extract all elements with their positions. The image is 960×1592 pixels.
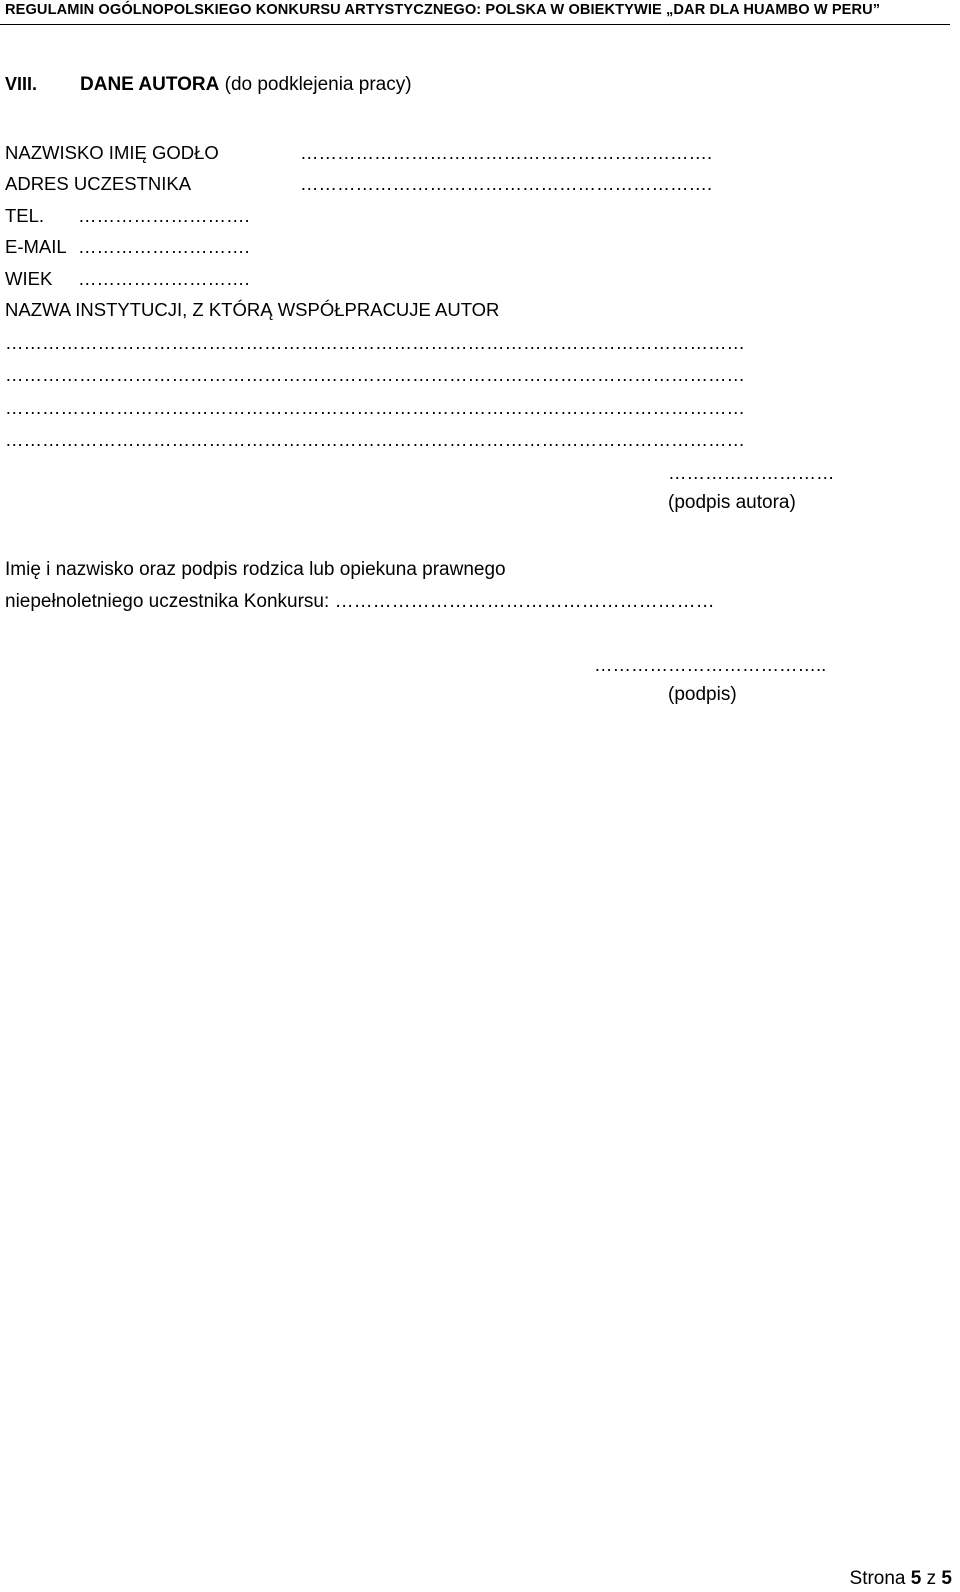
address-field[interactable]: …………………………………………………………. [300,173,713,194]
guardian-signature-line[interactable]: ……………………………….. [594,654,827,675]
institution-label: NAZWA INSTYTUCJI, Z KTÓRĄ WSPÓŁPRACUJE AUTOR [5,299,500,320]
document-header: REGULAMIN OGÓLNOPOLSKIEGO KONKURSU ARTYSTYCZNEGO: POLSKA W OBIEKTYWIE „DAR DLA HUAMBO W PERU” [5,2,881,18]
age-label: WIEK [5,268,53,289]
total-pages: 5 [941,1568,952,1589]
section-title-bold: DANE AUTORA [80,74,220,95]
header-divider [0,24,950,25]
name-field[interactable]: …………………………………………………………. [300,142,713,163]
name-label: NAZWISKO IMIĘ GODŁO [5,142,219,163]
section-title [80,74,412,96]
current-page: 5 [910,1568,922,1589]
institution-line[interactable]: ………………………………………………………………………………………………………… [5,429,745,450]
guardian-label-text: niepełnoletniego uczestnika Konkursu: [5,591,330,612]
institution-line[interactable]: ………………………………………………………………………………………………………… [5,397,745,418]
institution-line[interactable]: ………………………………………………………………………………………………………… [5,364,745,385]
author-signature-label: (podpis autora) [668,492,796,513]
age-field[interactable]: ………………………. [78,268,250,289]
guardian-label-line2 [5,591,715,613]
page-middle: z [921,1568,942,1589]
section-number: VIII. [5,74,38,94]
address-label: ADRES UCZESTNIKA [5,173,192,194]
page-prefix: Strona [849,1568,911,1589]
guardian-signature-label: (podpis) [668,684,737,705]
page-number [850,1568,952,1590]
author-signature-line[interactable]: ……………………… [668,462,835,483]
institution-line[interactable]: ………………………………………………………………………………………………………… [5,332,745,353]
guardian-name-field[interactable]: …………………………………………………… [334,591,715,612]
tel-field[interactable]: ………………………. [78,205,250,226]
email-field[interactable]: ………………………. [78,236,250,257]
email-label: E-MAIL [5,236,67,257]
guardian-label-line1: Imię i nazwisko oraz podpis rodzica lub opiekuna prawnego [5,559,506,580]
section-title-rest: (do podklejenia pracy) [219,74,412,95]
tel-label: TEL. [5,205,45,226]
